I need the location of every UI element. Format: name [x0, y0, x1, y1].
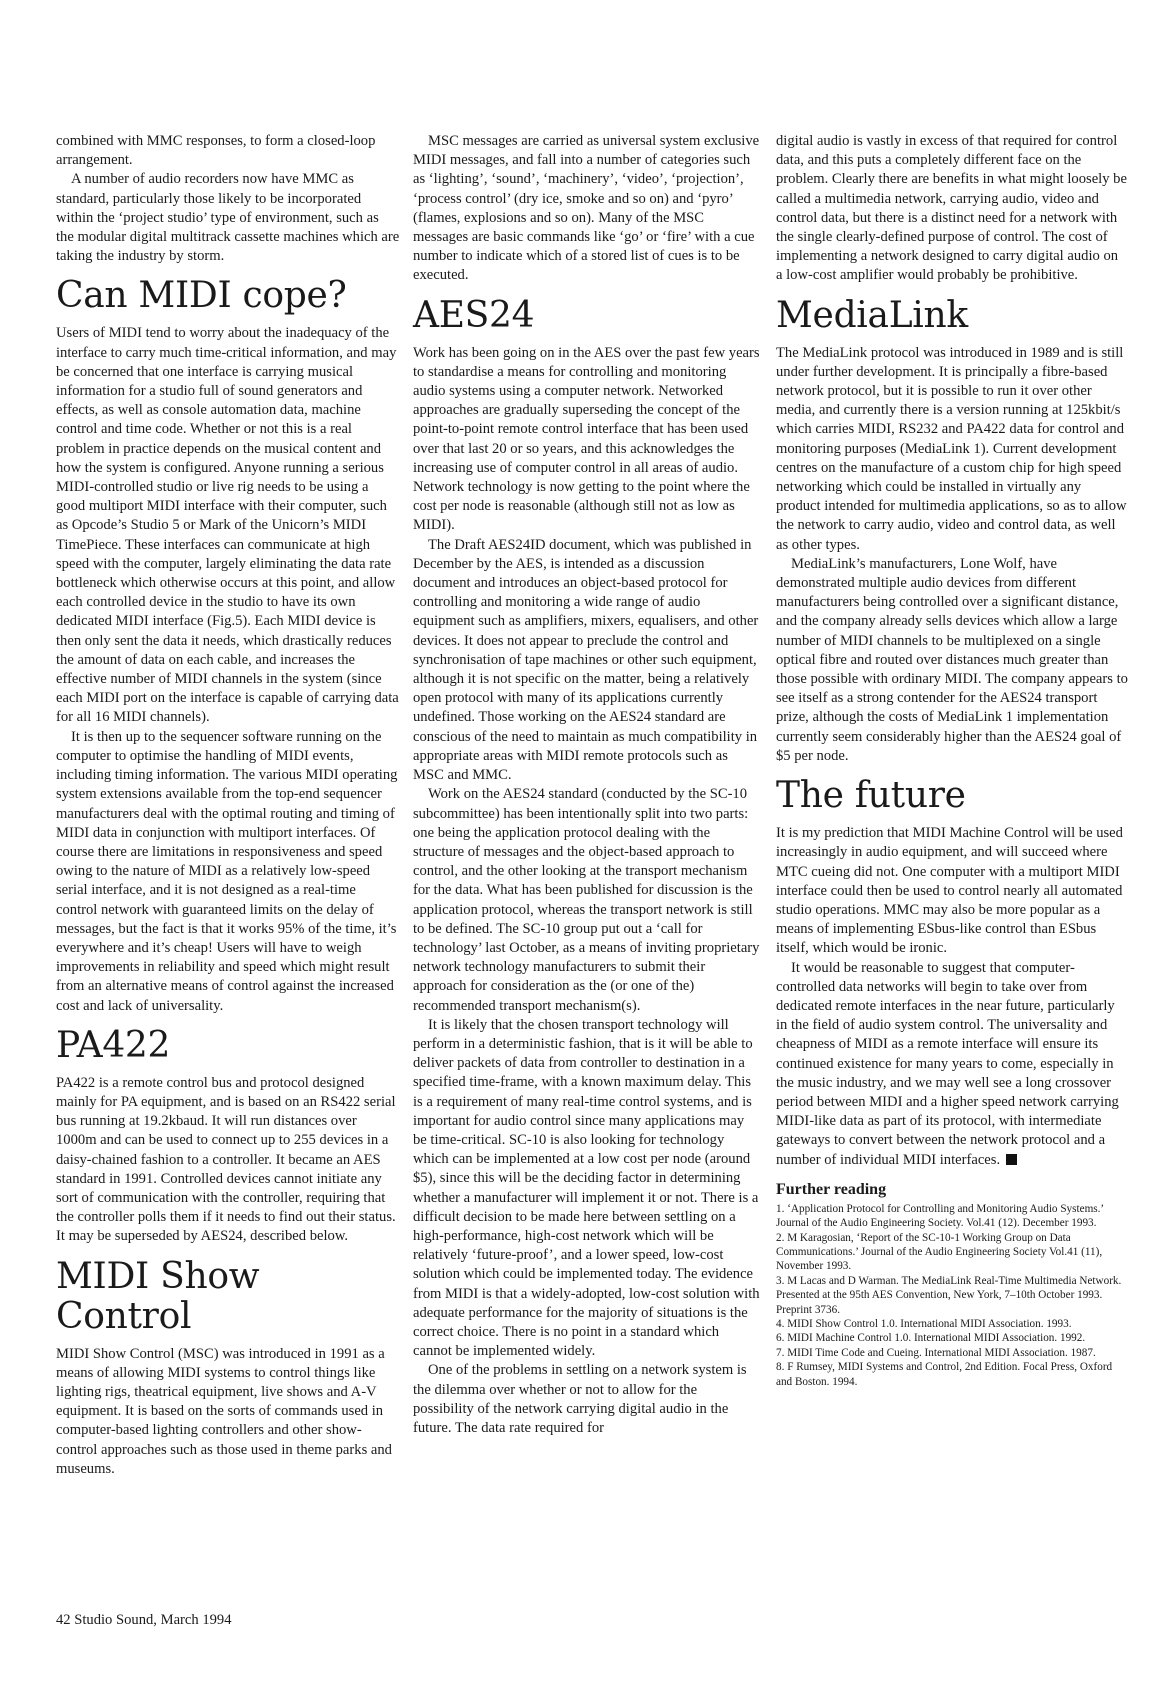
further-reading-heading: Further reading	[776, 1180, 887, 1198]
reference-item: 6. MIDI Machine Control 1.0. International MIDI Association. 1992.	[776, 1332, 1086, 1345]
section-heading-aes24: AES24	[413, 294, 535, 336]
paragraph: The MediaLink protocol was introduced in 1989 and is still under further development. It is principally a fibre-based network protocol, but it is possible to run it over other media, and currently there is a version running at 125kbit/s which carries MIDI, RS232 and PA422 data for control and monitoring purposes (MediaLink 1). Current development centres on the manufacture of a custom chip for high speed networking which could be installed in virtually any product intended for multimedia applications, so as to allow the network to carry audio, video and control data, as well as other types.	[776, 344, 1127, 553]
paragraph: Users of MIDI tend to worry about the inadequacy of the interface to carry much time-critical information, and may be concerned that one interface is carrying musical information for a studio full of sound generators and effects, as well as console automation data, machine control and time code. Whether or not this is a real problem in practice depends on the musical content and how the system is configured. Anyone running a serious MIDI-controlled studio or live rig needs to be using a good multiport MIDI interface with their computer, such as Opcode’s Studio 5 or Mark of the Unicorn’s MIDI TimePiece. These interfaces can communicate at high speed with the computer, largely eliminating the data rate bottleneck which otherwise occurs at this point, and allow each controlled device in the studio to have its own dedicated MIDI interface (Fig.5). Each MIDI device is then only sent the data it needs, which drastically reduces the amount of data on each cable, and increases the effective number of MIDI channels in the system (since each MIDI port on the interface is capable of carrying data for all 16 MIDI channels).	[56, 325, 399, 726]
reference-list	[776, 1202, 1128, 1389]
column-2	[413, 132, 761, 1438]
reference-item: 4. MIDI Show Control 1.0. International MIDI Association. 1993.	[776, 1318, 1072, 1330]
paragraph: MIDI Show Control (MSC) was introduced in 1991 as a means of allowing MIDI systems to control things like lighting rigs, theatrical equipment, live shows and A-V equipment. It is based on the sorts of commands used in computer-based lighting controllers and other show-control approaches such as those used in theme parks and museums.	[56, 1345, 392, 1477]
column-1	[56, 132, 400, 1479]
section-heading-midi-show-control: MIDI Show Control	[56, 1255, 260, 1337]
paragraph: MSC messages are carried as universal system exclusive MIDI messages, and fall into a number of categories such as ‘lighting’, ‘sound’, ‘machinery’, ‘video’, ‘projection’, ‘process control’ (dry ice, smoke and so on) and ‘pyro’ (flames, explosions and so on). Many of the MSC messages are basic commands like ‘go’ or ‘fire’ with a cue number to indicate which of a stored list of cues is to be executed.	[413, 133, 760, 284]
column-3	[776, 132, 1128, 1389]
paragraph: A number of audio recorders now have MMC as standard, particularly those likely to be incorporated within the ‘project studio’ type of environment, such as the modular digital multitrack cassette machines which are taking the industry by storm.	[56, 171, 400, 265]
paragraph: PA422 is a remote control bus and protocol designed mainly for PA equipment, and is based on an RS422 serial bus running at 19.2kbaud. It will run distances over 1000m and can be used to connect up to 255 devices in a daisy-chained fashion to a controller. It became an AES standard in 1991. Controlled devices cannot initiate any sort of communication with the controller, requiring that the controller polls them if it needs to find out their status. It may be superseded by AES24, described below.	[56, 1074, 396, 1245]
section-heading-can-midi-cope: Can MIDI cope?	[56, 275, 347, 317]
paragraph: Work on the AES24 standard (conducted by the SC-10 subcommittee) has been intentionally split into two parts: one being the application protocol dealing with the structure of messages and the object-based approach to control, and the other looking at the transport mechanism for the data. What has been published for discussion is the application protocol, whereas the transport network is still to be defined. The SC-10 group put out a ‘call for technology’ last October, as a means of inviting proprietary network technology manufacturers to submit their approach for consideration as the (or one of the) recommended transport mechanism(s).	[413, 786, 760, 1014]
paragraph: digital audio is vastly in excess of that required for control data, and this puts a completely different face on the problem. Clearly there are benefits in what might loosely be called a multimedia network, carrying audio, video and control data, but there is a distinct need for a network with the single clearly-defined purpose of control. The cost of implementing a network designed to carry digital audio on a low-cost amplifier would probably be prohibitive.	[776, 133, 1127, 284]
section-heading-the-future: The future	[776, 775, 966, 817]
section-heading-medialink: MediaLink	[776, 294, 968, 336]
paragraph-final	[776, 959, 1128, 1170]
section-heading-pa422: PA422	[56, 1024, 171, 1066]
paragraph: The Draft AES24ID document, which was published in December by the AES, is intended as a discussion document and introduces an object-based protocol for controlling and monitoring a wide range of audio equipment such as amplifiers, mixers, equalisers, and other devices. It does not appear to preclude the control and synchronisation of tape machines or other such equipment, although it is not specific on the matter, being a relatively open protocol with many of its applications currently undefined. Those working on the AES24 standard are conscious of the need to maintain as much compatibility in appropriate areas with MIDI remote protocols such as MSC and MMC.	[413, 536, 759, 784]
paragraph-text: It would be reasonable to suggest that computer-controlled data networks will begin to take over from dedicated remote interfaces in the near future, particularly in the field of audio system control. The universality and cheapness of MIDI as a remote interface will ensure its continued existence for many years to come, especially in the music industry, and we may well see a long crossover period between MIDI and a higher speed network carrying MIDI-like data as part of its protocol, with intermediate gateways to convert between the network protocol and a number of individual MIDI interfaces.	[776, 959, 1119, 1168]
end-of-article-mark	[1006, 1154, 1017, 1165]
reference-item: 7. MIDI Time Code and Cueing. International MIDI Association. 1987.	[776, 1346, 1096, 1359]
reference-item: 2. M Karagosian, ‘Report of the SC-10-1 Working Group on Data Communications.’ Journal of the Audio Engineering Society Vol.41 (11), November 1993.	[776, 1231, 1103, 1273]
reference-item: 3. M Lacas and D Warman. The MediaLink Real-Time Multimedia Network. Presented at the 95th AES Convention, New York, 7–10th October 1993. Preprint 3736.	[776, 1274, 1122, 1316]
paragraph: Work has been going on in the AES over the past few years to standardise a means for controlling and monitoring audio systems using a computer network. Networked approaches are gradually superseding the concept of the point-to-point remote control interface that has been used over that last 20 or so years, and this acknowledges the increasing use of computer control in all areas of audio. Network technology is now getting to the point where the cost per node is reasonable (although still not as low as MIDI).	[413, 344, 760, 534]
reference-item: 8. F Rumsey, MIDI Systems and Control, 2nd Edition. Focal Press, Oxford and Boston. 1994.	[776, 1361, 1113, 1388]
reference-item: 1. ‘Application Protocol for Controlling and Monitoring Audio Systems.’ Journal of the Audio Engineering Society. Vol.41 (12). December 1993.	[776, 1202, 1104, 1230]
paragraph: MediaLink’s manufacturers, Lone Wolf, have demonstrated multiple audio devices from different manufacturers being controlled over a significant distance, and the company already sells devices which allow a large number of MIDI channels to be multiplexed on a single optical fibre and routed over distances much greater than those possible with ordinary MIDI. The company appears to see itself as a strong contender for the AES24 transport prize, although the costs of MediaLink 1 implementation currently seem considerably higher than the AES24 goal of $5 per node.	[776, 555, 1128, 764]
page-footer: 42 Studio Sound, March 1994	[56, 1612, 232, 1628]
paragraph: It is my prediction that MIDI Machine Control will be used increasingly in audio equipment, and will succeed where MTC cueing did not. One computer with a multiport MIDI interface could then be used to control nearly all automated studio operations. MMC may also be more popular as a means of implementing ESbus-like control than ESbus itself, which would be ironic.	[776, 825, 1123, 957]
paragraph: combined with MMC responses, to form a closed-loop arrangement.	[56, 133, 376, 169]
paragraph: It is then up to the sequencer software running on the computer to optimise the handling of MIDI events, including timing information. The various MIDI operating system extensions available from the top-end sequencer manufacturers deal with the optimal routing and timing of MIDI data in conjunction with multiport interfaces. Of course there are limitations in responsiveness and speed owing to the nature of MIDI as a relatively low-speed serial interface, and it is not designed as a real-time control network with guaranteed limits on the delay of messages, but the fact is that it works 95% of the time, it’s everywhere and it’s cheap! Users will have to weigh improvements in reliability and speed which might result from an alternative means of control against the increased cost and lack of universality.	[56, 728, 398, 1014]
paragraph: It is likely that the chosen transport technology will perform in a deterministic fashion, that is it will be able to deliver packets of data from controller to destination in a specified time-frame, with a known maximum delay. This is a requirement of many real-time control systems, and is important for audio control since many applications may be time-critical. SC-10 is also looking for technology which can be implemented at a low cost per node (around $5), since this will be the deciding factor in determining whether a manufacturer will implement it or not. There is a difficult decision to be made here between settling on a high-performance, high-cost network which will be relatively ‘future-proof’, and a lower speed, low-cost solution which could be implemented today. The evidence from MIDI is that a widely-adopted, low-cost solution with adequate performance for the majority of situations is the correct choice. There is no point in a standard which cannot be implemented widely.	[413, 1016, 760, 1360]
paragraph: One of the problems in settling on a network system is the dilemma over whether or not to allow for the possibility of the network carrying digital audio in the future. The data rate required for	[413, 1362, 747, 1436]
